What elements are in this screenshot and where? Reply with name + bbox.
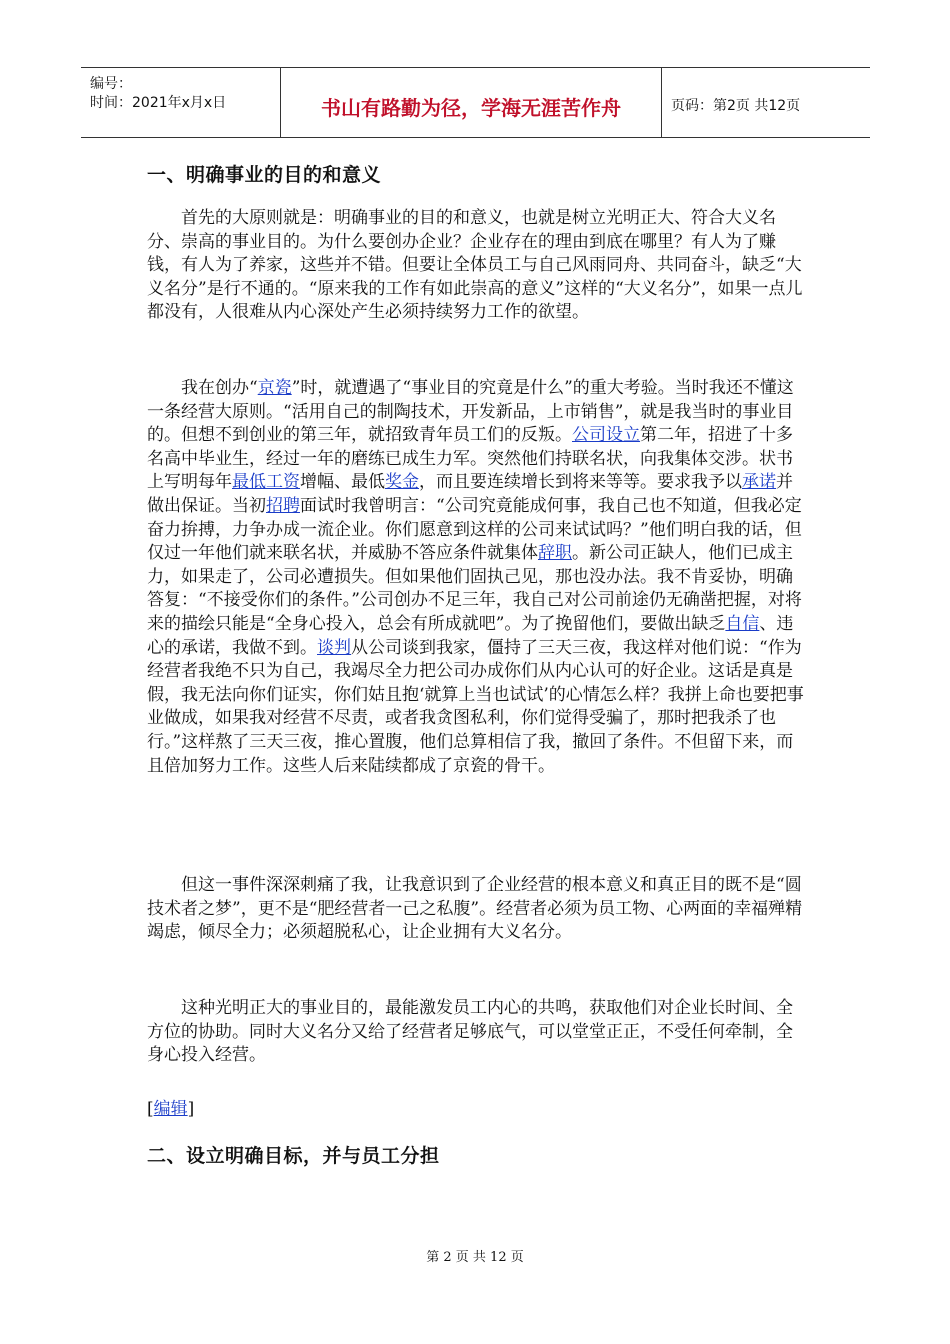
edit-bracket-close: ] [187, 1099, 195, 1119]
link-minimum-wage[interactable]: 最低工资 [232, 472, 300, 493]
paragraph-2-text: 、违心的承诺，我做不到。 [147, 613, 794, 658]
section-title-2: 二、设立明确目标，并与员工分担 [147, 1145, 440, 1167]
paragraph-2 [147, 377, 807, 778]
page-footer: 第 2 页 共 12 页 [426, 1250, 524, 1265]
paragraph-3: 但这一事件深深刺痛了我，让我意识到了企业经营的根本意义和真正目的既不是“圆技术者之梦”，更不是“肥经营者一己之私腹”。经营者必须为员工物、心两面的幸福殚精竭虑，倾尽全力；必须超脱私心，让企业拥有大义名分。 [147, 875, 803, 943]
link-company-setup[interactable]: 公司设立 [572, 425, 640, 446]
paragraph-2-text: 。新公司正缺人，他们已成主力，如果走了，公司必遭损失。但如果他们固执己见，那也没办法。我不肯妥协，明确答复：“不接受你们的条件。”公司创办不足三年，我自己对公司前途仍无确凿把握，对将来的描绘只能是“全身心投入，总会有所成就吧”。为了挽留他们，要做出缺乏 [147, 543, 802, 634]
paragraph-1: 首先的大原则就是：明确事业的目的和意义，也就是树立光明正大、符合大义名分、崇高的事业目的。为什么要创办企业？企业存在的理由到底在哪里？有人为了赚钱，有人为了养家，这些并不错。但要让全体员工与自己风雨同舟、共同奋斗，缺乏“大义名分”是行不通的。“原来我的工作有如此崇高的意义”这样的“大义名分”，如果一点儿都没有，人很难从内心深处产生必须持续努力工作的欲望。 [147, 208, 803, 323]
paragraph-2-text: 从公司谈到我家，僵持了三天三夜，我这样对他们说：“作为经营者我绝不只为自己，我竭尽全力把公司办成你们从内心认可的好企业。这话是真是假，我无法向你们证实，你们姑且抱‘就算上当也试试’的心情怎么样？我拼上命也要把事业做成，如果我对经营不尽责，或者我贪图私利，你们觉得受骗了，那时把我杀了也行。”这样熬了三天三夜，推心置腹，他们总算相信了我，撤回了条件。不但留下来，而且倍加努力工作。这些人后来陆续都成了京瓷的骨干。 [147, 637, 804, 776]
link-recruitment[interactable]: 招聘 [266, 495, 300, 516]
paragraph-2-text: ”时，就遭遇了“事业目的究竟是什么”的重大考验。当时我还不懂这一条经营大原则。“活用自己的制陶技术，开发新品，上市销售”，就是我当时的事业目的。但想不到创业的第三年，就招致青年员工们的反叛。 [147, 378, 794, 446]
paragraph-2-text: 增幅、最低 [300, 472, 385, 493]
document-header [81, 67, 870, 138]
link-resignation[interactable]: 辞职 [538, 543, 572, 564]
section-title-1: 一、明确事业的目的和意义 [147, 164, 382, 186]
document-code-label: 编号： [90, 76, 132, 92]
paragraph-4: 这种光明正大的事业目的，最能激发员工内心的共鸣，获取他们对企业长时间、全方位的协助。同时大义名分又给了经营者足够底气，可以堂堂正正，不受任何牵制，全身心投入经营。 [147, 998, 793, 1066]
header-motto-cell [281, 68, 662, 137]
header-meta-cell [81, 68, 281, 137]
link-confidence[interactable]: 自信 [725, 613, 760, 634]
header-page-number: 页码：第2页 共12页 [671, 98, 801, 114]
edit-bracket-open: [ [147, 1099, 154, 1119]
paragraph-2-text: ，而且要连续增长到将来等等。要求我予以 [419, 472, 742, 493]
paragraph-2-text: 面试时我曾明言：“公司究竟能成何事，我自己也不知道，但我必定奋力拚搏，力争办成一流企业。你们愿意到这样的公司来试试吗？”他们明白我的话，但仅过一年他们就来联名状，并威胁不答应条件就集体 [147, 495, 802, 564]
edit-link-wrapper [147, 1094, 194, 1119]
link-negotiation[interactable]: 谈判 [317, 637, 351, 658]
paragraph-2-text: 并做出保证。当初 [147, 472, 793, 516]
header-motto: 书山有路勤为径，学海无涯苦作舟 [321, 96, 621, 120]
header-page-cell [662, 68, 870, 137]
document-time-label: 时间：2021年x月x日 [90, 95, 227, 111]
edit-link[interactable]: 编辑 [153, 1099, 188, 1119]
link-jingci[interactable]: 京瓷 [257, 378, 292, 398]
link-promise[interactable]: 承诺 [742, 472, 776, 493]
link-bonus[interactable]: 奖金 [385, 472, 419, 493]
paragraph-2-text: 第二年，招进了十多名高中毕业生，经过一年的磨练已成生力军。突然他们持联名状，向我集体交涉。状书上写明每年 [147, 425, 793, 493]
paragraph-2-text: 我在创办“ [181, 378, 258, 398]
